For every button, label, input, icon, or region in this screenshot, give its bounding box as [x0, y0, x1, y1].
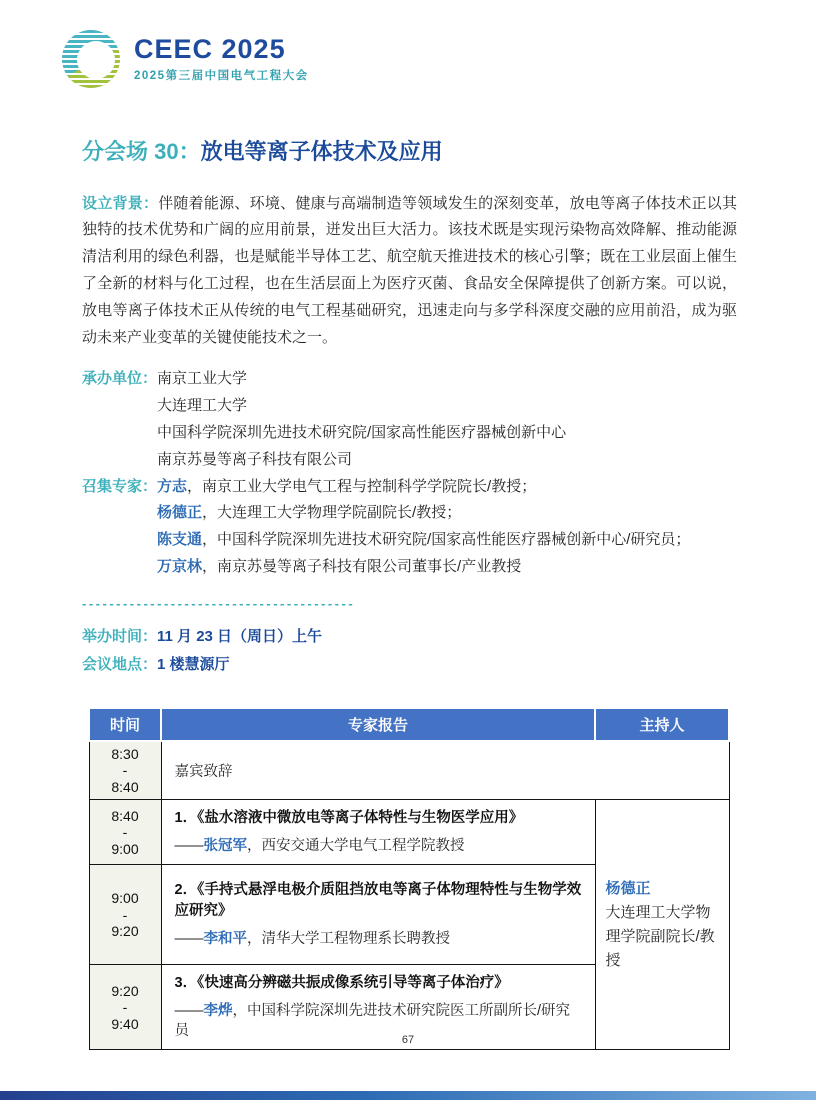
convener-item — [157, 500, 737, 527]
content-body — [82, 191, 737, 1051]
conveners-label: 召集专家： — [82, 477, 158, 495]
em-dash: —— — [174, 931, 204, 948]
talk-title: 2．《手持式悬浮电极介质阻挡放电等离子体物理特性与生物学效应研究》 — [174, 882, 582, 920]
convener-name: 杨德正 — [157, 504, 203, 522]
convener-name: 方志 — [157, 477, 188, 495]
organizers-list — [157, 366, 737, 473]
organizer-item: 中国科学院深圳先进技术研究院/国家高性能医疗器械创新中心 — [157, 423, 567, 441]
talk-speaker-line — [175, 836, 585, 856]
background-text: 伴随着能源、环境、健康与高端制造等领域发生的深刻变革，放电等离子体技术正以其独特的技术优势和广阔的应用前景，迸发出巨大活力。该技术既是实现污染物高效降解、推动能源清洁利用的绿色利器，也是赋能半导体工艺、航空航天推进技术的核心引擎；既在工业层面上催生了全新的材料与化工过程，也在生活层面上为医疗灭菌、食品安全保障提供了创新方案。可以说，放电等离子体技术正从传统的电气工程基础研究，迅速走向与多学科深度交融的应用前沿，成为驱动未来产业变革的关键使能技术之一。 — [82, 194, 737, 346]
dashed-separator: ---------------------------------------- — [82, 596, 356, 611]
session-number: 分会场 30： — [82, 139, 201, 164]
header-host: 主持人 — [595, 708, 729, 741]
header — [0, 0, 816, 88]
host-cell — [595, 800, 729, 1050]
time-value: 11 月 23 日（周日）上午 — [157, 627, 323, 645]
time-slot: 9:00 - 9:20 — [89, 865, 161, 965]
table-header-row — [89, 708, 729, 741]
session-time — [82, 623, 737, 651]
speaker-affiliation: ，西安交通大学电气工程学院教授 — [247, 838, 465, 855]
organizers-label: 承办单位： — [82, 370, 158, 388]
table-row-opening — [89, 741, 729, 800]
footer-accent-bar — [0, 1091, 816, 1100]
session-venue — [82, 651, 737, 679]
host-name: 杨德正 — [605, 879, 651, 897]
convener-name: 万京林 — [157, 557, 203, 575]
convener-desc: ，南京苏曼等离子科技有限公司董事长/产业教授 — [202, 557, 522, 575]
convener-desc: ，大连理工大学物理学院副院长/教授； — [202, 504, 462, 522]
session-background — [82, 191, 737, 352]
talk-report — [161, 800, 595, 865]
talk-title: 1．《盐水溶液中微放电等离子体特性与生物医学应用》 — [174, 810, 524, 827]
talk-title: 3．《快速高分辨磁共振成像系统引导等离子体治疗》 — [174, 975, 509, 992]
venue-value: 1 楼慧源厅 — [157, 655, 230, 673]
header-report: 专家报告 — [161, 708, 595, 741]
speaker-name: 李烨 — [203, 1003, 233, 1020]
header-time: 时间 — [89, 708, 161, 741]
page-number: 67 — [401, 1034, 415, 1046]
time-slot: 9:20 - 9:40 — [89, 965, 161, 1050]
em-dash: —— — [174, 838, 204, 855]
ceec-globe-logo-icon — [62, 30, 120, 88]
speaker-name: 李和平 — [203, 931, 247, 948]
convener-desc: ，中国科学院深圳先进技术研究院/国家高性能医疗器械创新中心/研究员； — [202, 531, 691, 549]
convener-name: 陈支通 — [157, 531, 203, 549]
time-label: 举办时间： — [82, 627, 158, 645]
convener-item — [157, 527, 737, 554]
organizer-item: 大连理工大学 — [157, 397, 248, 415]
host-description: 大连理工大学物理学院副院长/教授 — [605, 903, 715, 969]
organizers-section — [82, 366, 737, 473]
logo-subtitle: 2025第三届中国电气工程大会 — [134, 70, 309, 83]
organizer-item: 南京工业大学 — [157, 370, 248, 388]
time-slot: 8:30 - 8:40 — [89, 741, 161, 800]
session-meta — [82, 623, 737, 679]
opening-remarks: 嘉宾致辞 — [161, 741, 729, 800]
em-dash: —— — [174, 1003, 204, 1020]
conveners-section — [82, 474, 737, 581]
speaker-name: 张冠军 — [203, 838, 247, 855]
session-topic: 放电等离子体技术及应用 — [200, 139, 443, 164]
table-row-talk1 — [89, 800, 729, 865]
logo-text — [134, 35, 309, 84]
convener-desc: ，南京工业大学电气工程与控制科学学院院长/教授； — [187, 477, 537, 495]
talk-report — [161, 865, 595, 965]
schedule-table — [88, 707, 730, 1051]
background-label: 设立背景： — [82, 194, 159, 212]
speaker-affiliation: ，清华大学工程物理系长聘教授 — [247, 931, 450, 948]
time-slot: 8:40 - 9:00 — [89, 800, 161, 865]
convener-item — [157, 554, 737, 581]
logo-title: CEEC 2025 — [134, 33, 286, 64]
talk-speaker-line — [175, 929, 585, 949]
organizer-item: 南京苏曼等离子科技有限公司 — [157, 450, 353, 468]
convener-item — [157, 474, 737, 501]
page-title — [82, 138, 734, 167]
conveners-list — [157, 474, 737, 581]
speaker-affiliation: ，中国科学院深圳先进技术研究院医工所副所长/研究员 — [174, 1003, 571, 1040]
venue-label: 会议地点： — [82, 655, 158, 673]
